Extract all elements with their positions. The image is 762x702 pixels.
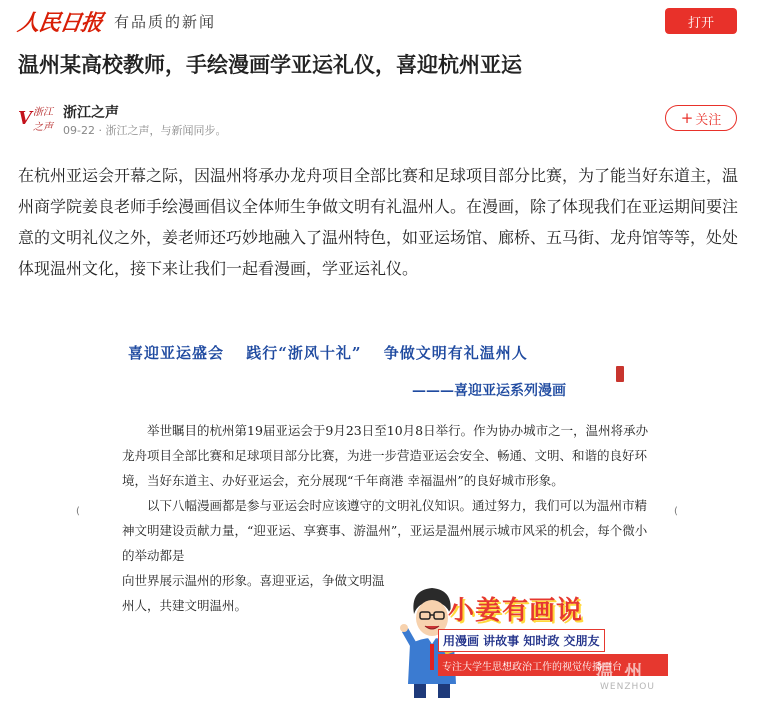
author-row	[18, 100, 738, 140]
author-meta: 09-22 · 浙江之声，与新闻同步。	[63, 124, 227, 137]
article-image[interactable]	[76, 318, 680, 702]
follow-label: 关注	[695, 112, 722, 128]
image-body-paragraph-1: 举世瞩目的杭州第19届亚运会于9月23日至10月8日举行。作为协办城市之一，温州将承办龙舟项目全部比赛和足球项目部分比赛，为进一步营造亚运会安全、畅通、文明、和谐的良好环境，当好东道主、办好亚运会，充分展现“千年商港 幸福温州”的良好城市形象。	[122, 423, 649, 488]
watermark: 温 州	[596, 662, 645, 683]
seal-stamp-icon	[616, 366, 624, 382]
logo-slogan: 有品质的新闻	[114, 12, 217, 31]
image-subheadline: ———喜迎亚运系列漫画	[412, 383, 566, 399]
article-title: 温州某高校教师，手绘漫画学亚运礼仪，喜迎杭州亚运	[18, 53, 522, 77]
image-paren-left: (	[76, 506, 80, 517]
logo-wordmark: 人民日报	[15, 9, 104, 36]
badge-title: 小姜有画说	[448, 596, 584, 626]
follow-button[interactable]	[665, 105, 737, 131]
open-app-button[interactable]: 打开	[665, 8, 737, 34]
image-paren-right: (	[674, 506, 678, 517]
author-name[interactable]: 浙江之声	[63, 105, 119, 121]
app-logo[interactable]	[15, 6, 217, 36]
cartoon-badge	[400, 584, 680, 702]
image-body-paragraph-3: 向世界展示温州的形象。喜迎亚运，争做文明温州人，共建文明温州。	[122, 573, 385, 613]
plus-icon: +	[680, 108, 694, 127]
top-bar	[0, 0, 762, 44]
avatar-mark-icon: V	[18, 107, 32, 129]
image-body-paragraph-2: 以下八幅漫画都是参与亚运会时应该遵守的文明礼仪知识。通过努力，我们可以为温州市精神文明建设贡献力量，“迎亚运、享赛事、游温州”，亚运是温州展示城市风采的机会，每个微小的举动都是	[122, 498, 648, 563]
watermark-en: WENZHOU	[600, 682, 655, 692]
avatar-text: 浙江之声	[32, 107, 53, 133]
article-paragraph: 在杭州亚运会开幕之际，因温州将承办龙舟项目全部比赛和足球项目部分比赛，为了能当好东道主，温州商学院姜良老师手绘漫画倡议全体师生争做文明有礼温州人。在漫画，除了体现我们在亚运期间要注意的文明礼仪之外，姜老师还巧妙地融入了温州特色，如亚运场馆、廊桥、五马街、龙舟馆等等，处处体现温州文化，接下来让我们一起看漫画，学亚运礼仪。	[18, 166, 739, 278]
image-headline: 喜迎亚运盛会 践行“浙风十礼” 争做文明有礼温州人	[128, 344, 528, 362]
author-avatar[interactable]	[18, 104, 54, 132]
badge-subtitle: 专注大学生思想政治工作的视觉传播平台	[438, 654, 668, 676]
badge-tags: 用漫画 讲故事 知时政 交朋友	[438, 629, 605, 652]
